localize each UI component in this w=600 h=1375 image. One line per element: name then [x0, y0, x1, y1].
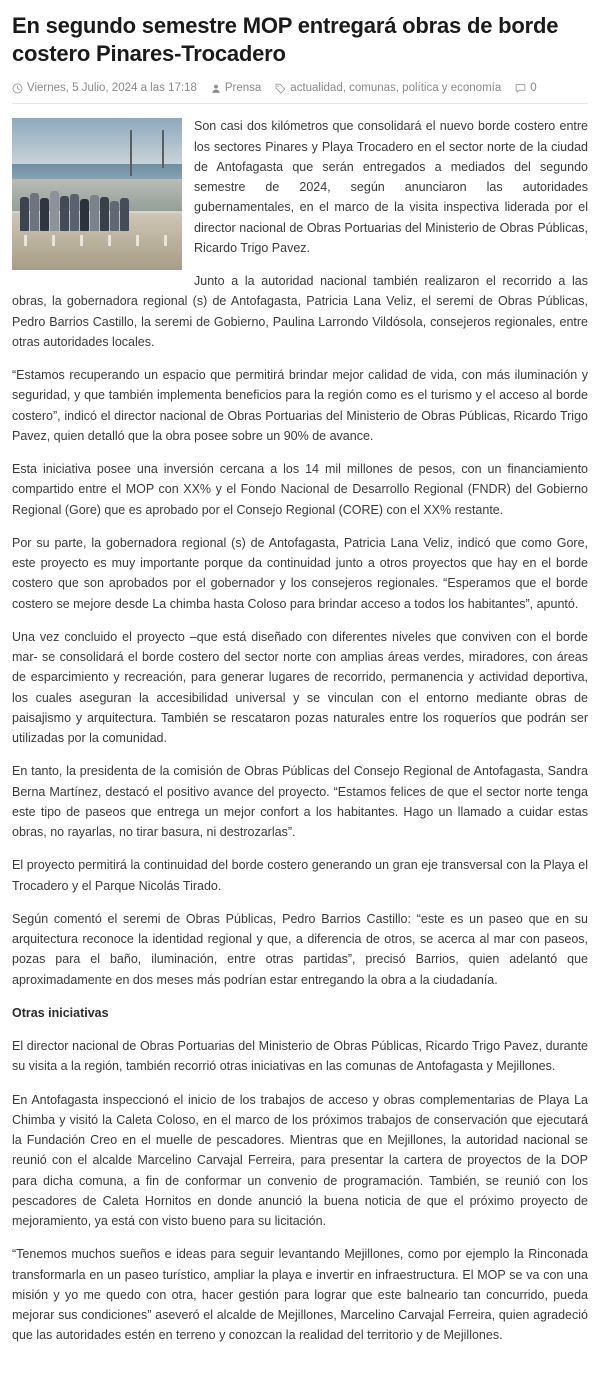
meta-categories-text: actualidad, comunas, política y economía — [290, 82, 502, 95]
photo-sky — [12, 118, 182, 170]
paragraph: Junto a la autoridad nacional también realizaron el recorrido a las obras, la gobernadora regional (s) de Antofagasta, Patricia Lana Veliz, el seremi de Obras Públicas, Pedro Barrios Castillo, la seremi de Gobierno, Paulina Larrondo Vildósola, consejeros regionales, entre otras autoridades locales. — [12, 274, 588, 349]
tag-icon — [275, 83, 286, 94]
meta-comments-count: 0 — [530, 82, 537, 95]
meta-comments — [515, 82, 536, 94]
article-body — [12, 116, 588, 1345]
meta-date-text: Viernes, 5 Julio, 2024 a las 17:18 — [27, 82, 197, 95]
paragraph: En tanto, la presidenta de la comisión de Obras Públicas del Consejo Regional de Antofagasta, Sandra Berna Martínez, destacó el positivo avance del proyecto. “Estamos felices de que el sector norte tenga este tipo de paseos que entrega un mejor confort a los habitantes. Hago un llamado a cuidar estas obras, no rayarlas, no tirar basura, ni destrozarlas”. — [12, 764, 588, 840]
paragraph: Esta iniciativa posee una inversión cercana a los 14 mil millones de pesos, con un financiamiento compartido entre el MOP con XX% y el Fondo Nacional de Desarrollo Regional (FNDR) del Gobierno Regional (Gore) que es aprobado por el Consejo Regional (CORE) con el XX% restante. — [12, 462, 588, 517]
article-photo — [12, 118, 182, 270]
paragraph: “Estamos recuperando un espacio que permitirá brindar mejor calidad de vida, con más iluminación y seguridad, y que también implementa beneficios para la región como es el turismo y el acceso al borde costero”, indicó el director nacional de Obras Portuarias del Ministerio de Obras Públicas, Ricardo Trigo Pavez, quien detalló que la obra posee sobre un 90% de avance. — [12, 368, 588, 443]
lead-block — [12, 116, 588, 365]
meta-categories — [275, 82, 501, 94]
meta-date — [12, 82, 197, 94]
paragraph: Son casi dos kilómetros que consolidará el nuevo borde costero entre los sectores Pinares y Playa Trocadero en el sector norte de la ciudad de Antofagasta que serán entregados a mediados del segundo semestre de 2024, según anunciaron las autoridades gubernamentales, en el marco de la visita inspectiva liderada por el director nacional de Obras Portuarias del Ministerio de Obras Públicas, Ricardo Trigo Pavez. — [194, 119, 588, 255]
article-meta-bar — [12, 82, 588, 104]
paragraph: El director nacional de Obras Portuarias del Ministerio de Obras Públicas, Ricardo Trigo Pavez, durante su visita a la región, también recorrió otras iniciativas en las comunas de Antofagasta y Mejillones. — [12, 1039, 588, 1074]
clock-icon — [12, 83, 23, 94]
paragraph: En Antofagasta inspeccionó el inicio de los trabajos de acceso y obras complementarias de Playa La Chimba y visitó la Caleta Coloso, en el marco de los próximos trabajos de conservación que ejecutará la Fundación Creo en el muelle de pescadores. Mientras que en Mejillones, la autoridad nacional se reunió con el alcalde Marcelino Carvajal Ferreira, para presentar la cartera de proyectos de la DOP para dicha comuna, a fin de conformar un convenio de programación. También, se reunió con los pescadores de Caleta Hornitos en donde anunció la buena noticia de que el próximo proyecto de mejoramiento, ya está con visto bueno para su licitación. — [12, 1092, 588, 1229]
photo-lightpole — [162, 130, 164, 168]
user-icon — [211, 83, 221, 94]
section-subheading: Otras iniciativas — [12, 1005, 109, 1020]
page-title: En segundo semestre MOP entregará obras de borde costero Pinares-Trocadero — [12, 13, 559, 67]
meta-author-text: Prensa — [224, 82, 262, 95]
paragraph: “Tenemos muchos sueños e ideas para seguir levantando Mejillones, como por ejemplo la Rinconada transformarla en un paseo turístico, ampliar la playa e invertir en infraestructura. El MOP se va con una misión y yo me quedo con otra, hacer gestión para lograr que este balneario tan concurrido, pueda mejorar sus condiciones” aseveró el alcalde de Mejillones, Marcelino Carvajal Ferreira, quien agradeció que las autoridades estén en terreno y conozcan la realidad del territorio y de Mejillones. — [12, 1247, 588, 1343]
meta-author — [211, 82, 261, 94]
comment-icon — [515, 83, 526, 94]
paragraph: El proyecto permitirá la continuidad del borde costero generando un gran eje transversal con la Playa el Trocadero y el Parque Nicolás Tirado. — [12, 858, 588, 893]
paragraph: Una vez concluido el proyecto –que está diseñado con diferentes niveles que conviven con el borde mar- se consolidará el borde costero del sector norte con amplias áreas verdes, miradores, con áreas de esparcimiento y recreación, para generar lugares de recorrido, permanencia y actividad deportiva, los cuales aseguran la accesibilidad universal y se vinculan con el entorno mediante obras de paisajismo y arquitectura. También se rescataron pozas naturales entre los roqueríos que podrán ser utilizadas por la comunidad. — [12, 629, 588, 746]
photo-crowd — [18, 185, 144, 231]
paragraph: Según comentó el seremi de Obras Públicas, Pedro Barrios Castillo: “este es un paseo que en su arquitectura reconoce la identidad regional y que, a diferencia de otros, se acerca al mar con paseos, pozas para el baño, iluminación, entre otras partidas”, precisó Barrios, quien adelantó que aproximadamente en dos meses más podrían estar entregando la obra a la ciudadanía. — [12, 911, 588, 987]
paragraph: Por su parte, la gobernadora regional (s) de Antofagasta, Patricia Lana Veliz, indicó que como Gore, este proyecto es muy importante porque da continuidad junto a otros proyectos que hay en el borde costero que son aprobados por el gobernador y los consejeros regionales. “Esperamos que el borde costero se mejore desde La chimba hasta Coloso para brindar acceso a todos los habitantes”, apuntó. — [12, 535, 588, 611]
photo-lightpole — [130, 130, 132, 176]
